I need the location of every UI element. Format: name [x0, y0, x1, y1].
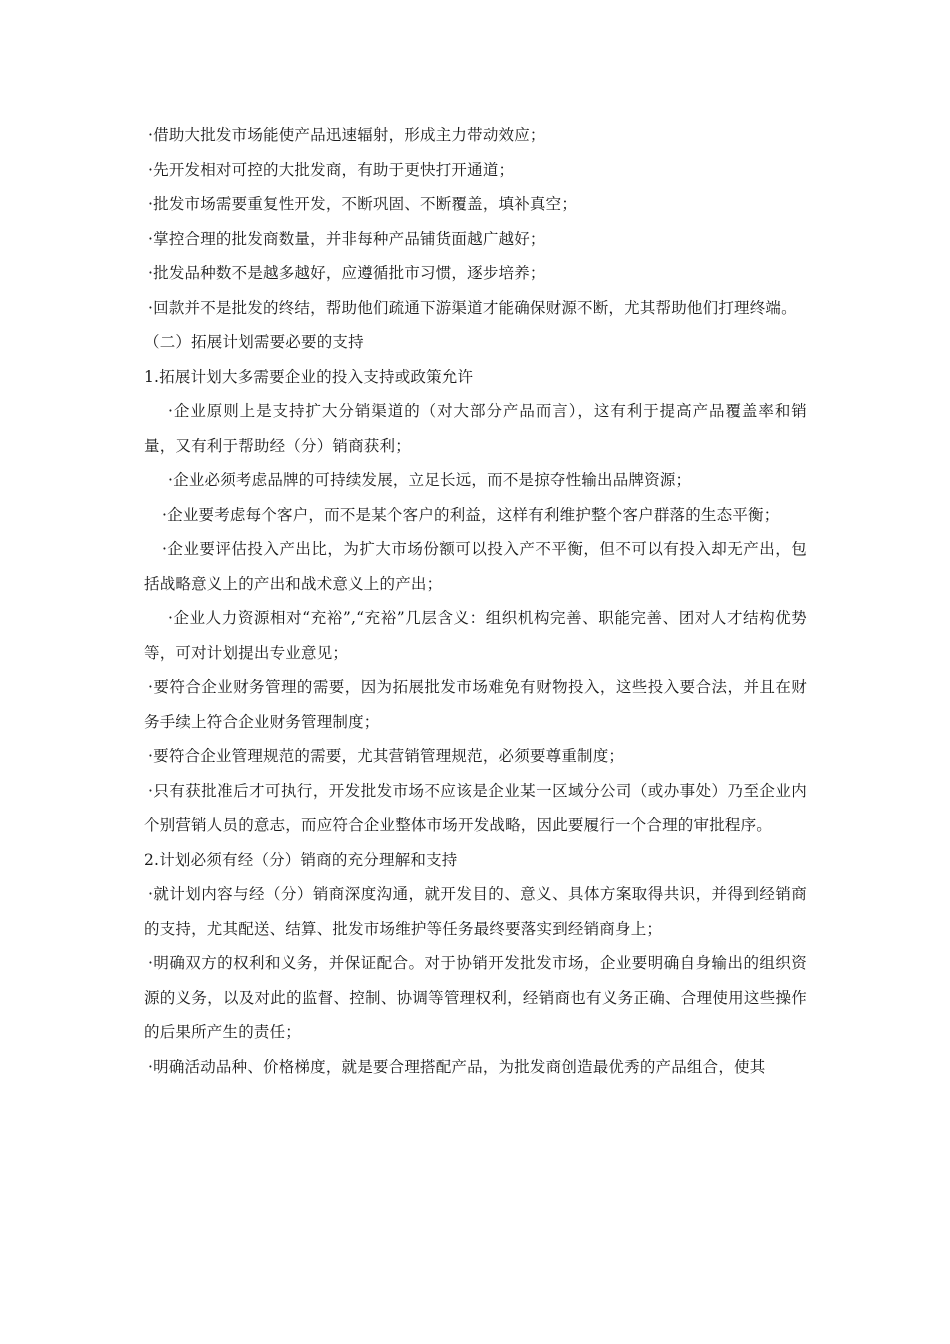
bullet-paragraph: ·企业要评估投入产出比，为扩大市场份额可以投入产不平衡，但不可以有投入却无产出，包括战略意义上的产出和战术意义上的产出； — [144, 540, 807, 593]
bullet-paragraph: ·批发品种数不是越多越好，应遵循批市习惯，逐步培养； — [148, 264, 546, 282]
bullet-paragraph: ·借助大批发市场能使产品迅速辐射，形成主力带动效应； — [148, 126, 546, 144]
bullet-paragraph: ·企业必须考虑品牌的可持续发展，立足长远，而不是掠夺性输出品牌资源； — [168, 471, 692, 489]
section-heading: （二）拓展计划需要必要的支持 — [144, 333, 364, 351]
bullet-paragraph: ·明确活动品种、价格梯度，就是要合理搭配产品，为批发商创造最优秀的产品组合，使其 — [148, 1057, 766, 1076]
bullet-paragraph: ·要符合企业管理规范的需要，尤其营销管理规范，必须要尊重制度； — [148, 747, 625, 765]
bullet-paragraph: ·掌控合理的批发商数量，并非每种产品铺货面越广越好； — [148, 229, 546, 248]
bullet-paragraph: ·只有获批准后才可执行，开发批发市场不应该是企业某一区域分公司（或办事处）乃至企业内个别营销人员的意志，而应符合企业整体市场开发战略，因此要履行一个合理的审批程序。 — [144, 781, 807, 834]
bullet-paragraph: ·批发市场需要重复性开发，不断巩固、不断覆盖，填补真空； — [148, 195, 578, 213]
bullet-paragraph: ·回款并不是批发的终结，帮助他们疏通下游渠道才能确保财源不断，尤其帮助他们打理终端。 — [148, 298, 797, 317]
subsection-heading: 1.拓展计划大多需要企业的投入支持或政策允许 — [144, 367, 474, 386]
bullet-paragraph: ·先开发相对可控的大批发商，有助于更快打开通道； — [148, 160, 515, 179]
bullet-paragraph: ·明确双方的权利和义务，并保证配合。对于协销开发批发市场，企业要明确自身输出的组织资源的义务，以及对此的监督、控制、协调等管理权利，经销商也有义务正确、合理使用这些操作的后果所产生的责任； — [144, 954, 807, 1041]
bullet-paragraph: ·企业要考虑每个客户，而不是某个客户的利益，这样有利维护整个客户群落的生态平衡； — [162, 505, 780, 524]
bullet-paragraph: ·就计划内容与经（分）销商深度沟通，就开发目的、意义、具体方案取得共识，并得到经销商的支持，尤其配送、结算、批发市场维护等任务最终要落实到经销商身上； — [144, 885, 807, 938]
document-body — [144, 118, 807, 1084]
bullet-paragraph: ·企业人力资源相对“充裕”,“充裕”几层含义：组织机构完善、职能完善、团对人才结构优势等，可对计划提出专业意见； — [144, 609, 807, 662]
subsection-heading: 2.计划必须有经（分）销商的充分理解和支持 — [144, 850, 458, 869]
bullet-paragraph: ·要符合企业财务管理的需要，因为拓展批发市场难免有财物投入，这些投入要合法，并且在财务手续上符合企业财务管理制度； — [144, 678, 807, 731]
bullet-paragraph: ·企业原则上是支持扩大分销渠道的（对大部分产品而言），这有利于提高产品覆盖率和销量，又有利于帮助经（分）销商获利； — [144, 402, 807, 455]
